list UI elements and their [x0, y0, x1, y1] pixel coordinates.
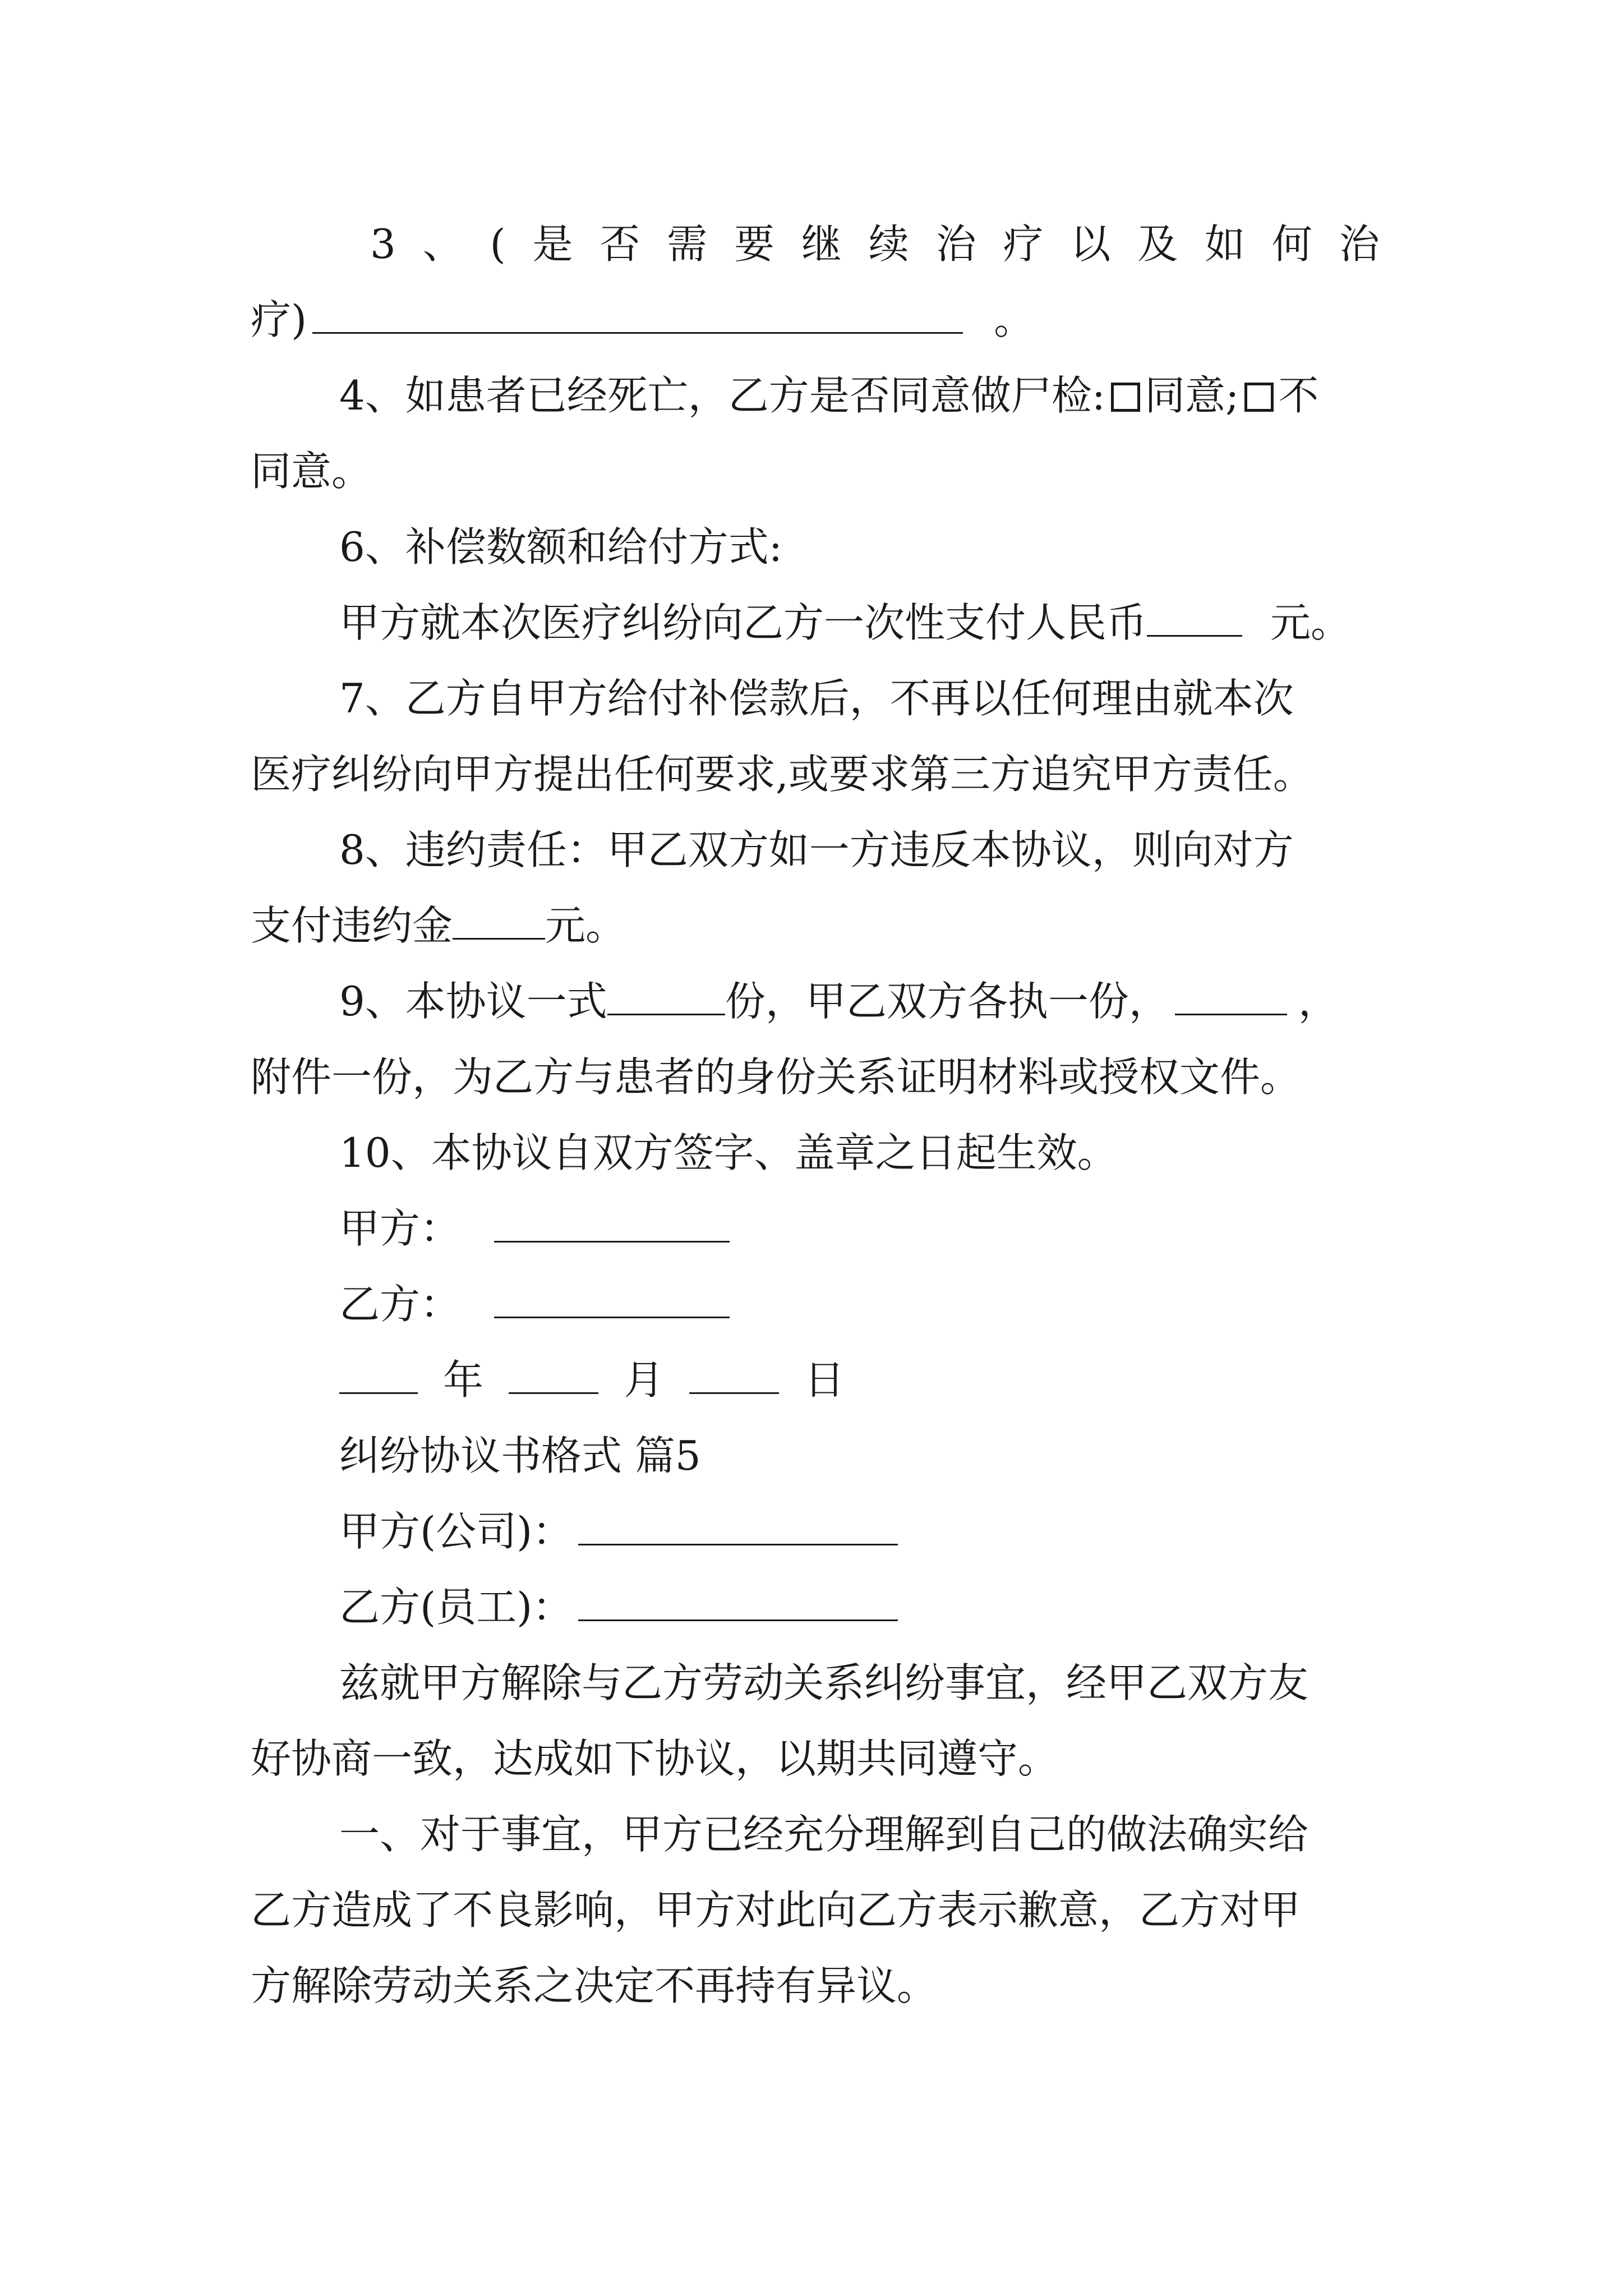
- month-label: 月: [624, 1356, 665, 1404]
- signature-party-b: [339, 1276, 1384, 1332]
- item9-line1: [339, 973, 1384, 1029]
- item3-char: (: [490, 220, 506, 268]
- item9-part1: 9、本协议一式: [339, 978, 607, 1025]
- penalty-blank[interactable]: [453, 901, 545, 940]
- party-employee: [339, 1579, 1384, 1635]
- party-company: [339, 1503, 1384, 1559]
- section-heading-text: 纠纷协议书格式 篇5: [339, 1432, 701, 1479]
- item10-text: 10、本协议自双方签字、盖章之日起生效。: [339, 1129, 1118, 1176]
- item3-char: 如: [1205, 220, 1246, 268]
- day-label: 日: [804, 1356, 845, 1404]
- signature-party-a: [339, 1200, 1384, 1257]
- item9-line2: [251, 1049, 1384, 1105]
- item6-body-prefix: 甲方就本次医疗纠纷向乙方一次性支付人民币: [339, 599, 1147, 646]
- item3-char: 需: [667, 220, 708, 268]
- item3-char: 及: [1137, 220, 1178, 268]
- item3-char: 何: [1271, 220, 1312, 268]
- item3-char: 是: [532, 220, 573, 268]
- item7-line1-text: 7、乙方自甲方给付补偿款后，不再以任何理由就本次: [339, 675, 1294, 722]
- amount-blank[interactable]: [1147, 598, 1242, 637]
- item3-char: 以: [1070, 220, 1111, 268]
- company-blank[interactable]: [578, 1507, 898, 1545]
- item8-line2-suffix: 元。: [545, 902, 626, 949]
- date-line: [339, 1352, 1384, 1408]
- item7-line2: [251, 746, 1384, 802]
- item3-char: 治: [935, 220, 976, 268]
- intro-line1: [339, 1655, 1384, 1711]
- extra-blank[interactable]: [1175, 977, 1287, 1015]
- treatment-blank[interactable]: [312, 295, 963, 334]
- party-a-label: 甲方：: [339, 1205, 461, 1252]
- item4-text: 4、如患者已经死亡，乙方是否同意做尸检:: [339, 372, 1106, 419]
- party-b-label: 乙方：: [339, 1281, 461, 1328]
- day-blank[interactable]: [689, 1355, 779, 1394]
- item3-char: 要: [734, 220, 775, 268]
- checkbox-agree[interactable]: [1111, 383, 1140, 412]
- copies-blank[interactable]: [607, 977, 725, 1015]
- clause1-line3: [251, 1958, 1384, 2014]
- clause1-line2: [251, 1882, 1384, 1938]
- item3-cont-suffix: 。: [994, 296, 1035, 343]
- item4-line2: [251, 443, 1384, 499]
- party-b-signature-blank[interactable]: [494, 1280, 730, 1318]
- checkbox-disagree[interactable]: [1244, 383, 1274, 412]
- party-employee-label: 乙方(员工)：: [339, 1584, 573, 1631]
- item10: [339, 1125, 1384, 1181]
- item3-cont-prefix: 疗): [251, 296, 307, 343]
- item4-opt-disagree-1: 不: [1278, 372, 1319, 419]
- item7-line1: [339, 670, 1384, 726]
- intro-line1-text: 兹就甲方解除与乙方劳动关系纠纷事宜，经甲乙双方友: [339, 1659, 1309, 1706]
- item9-part3: ，: [1298, 978, 1339, 1025]
- item6-body-suffix: 元。: [1270, 599, 1352, 646]
- item9-line2-text: 附件一份，为乙方与患者的身份关系证明材料或授权文件。: [251, 1053, 1301, 1101]
- intro-line2-text: 好协商一致，达成如下协议，以期共同遵守。: [251, 1735, 1059, 1782]
- item7-line2-text: 医疗纠纷向甲方提出任何要求,或要求第三方追究甲方责任。: [251, 751, 1313, 798]
- item8-line2: [251, 898, 1384, 954]
- party-a-signature-blank[interactable]: [494, 1204, 730, 1243]
- year-label: 年: [443, 1356, 484, 1404]
- clause1-line1: [339, 1806, 1384, 1862]
- intro-line2: [251, 1731, 1384, 1787]
- month-blank[interactable]: [509, 1355, 598, 1394]
- item3-char: 继: [801, 220, 842, 268]
- clause1-line1-text: 一、对于事宜，甲方已经充分理解到自己的做法确实给: [339, 1811, 1309, 1858]
- item4-opt-disagree-2: 同意。: [251, 448, 372, 495]
- item8-line2-prefix: 支付违约金: [251, 902, 453, 949]
- item3-char: 、: [422, 220, 463, 268]
- item3-line1: [370, 216, 1380, 272]
- item6-body: [339, 595, 1384, 651]
- year-blank[interactable]: [339, 1355, 418, 1394]
- item3-char: 续: [868, 220, 909, 268]
- item3-char: 治: [1339, 220, 1380, 268]
- item3-line2: [251, 292, 1384, 348]
- item8-line1: [339, 822, 1384, 878]
- item3-char: 疗: [1003, 220, 1044, 268]
- item6-title-text: 6、补偿数额和给付方式:: [339, 523, 783, 570]
- item4-opt-agree: 同意;: [1145, 372, 1239, 419]
- party-company-label: 甲方(公司)：: [339, 1508, 573, 1555]
- item3-char: 3: [370, 220, 396, 268]
- item3-char: 否: [600, 220, 640, 268]
- employee-blank[interactable]: [578, 1582, 898, 1621]
- clause1-line2-text: 乙方造成了不良影响，甲方对此向乙方表示歉意，乙方对甲: [251, 1887, 1301, 1934]
- item9-part2: 份，甲乙双方各执一份，: [725, 978, 1169, 1025]
- clause1-line3-text: 方解除劳动关系之决定不再持有异议。: [251, 1962, 938, 2009]
- item6-title: [339, 519, 1384, 575]
- item4-line1: [339, 367, 1384, 424]
- section-heading: [339, 1428, 1384, 1484]
- item8-line1-text: 8、违约责任：甲乙双方如一方违反本协议，则向对方: [339, 826, 1294, 873]
